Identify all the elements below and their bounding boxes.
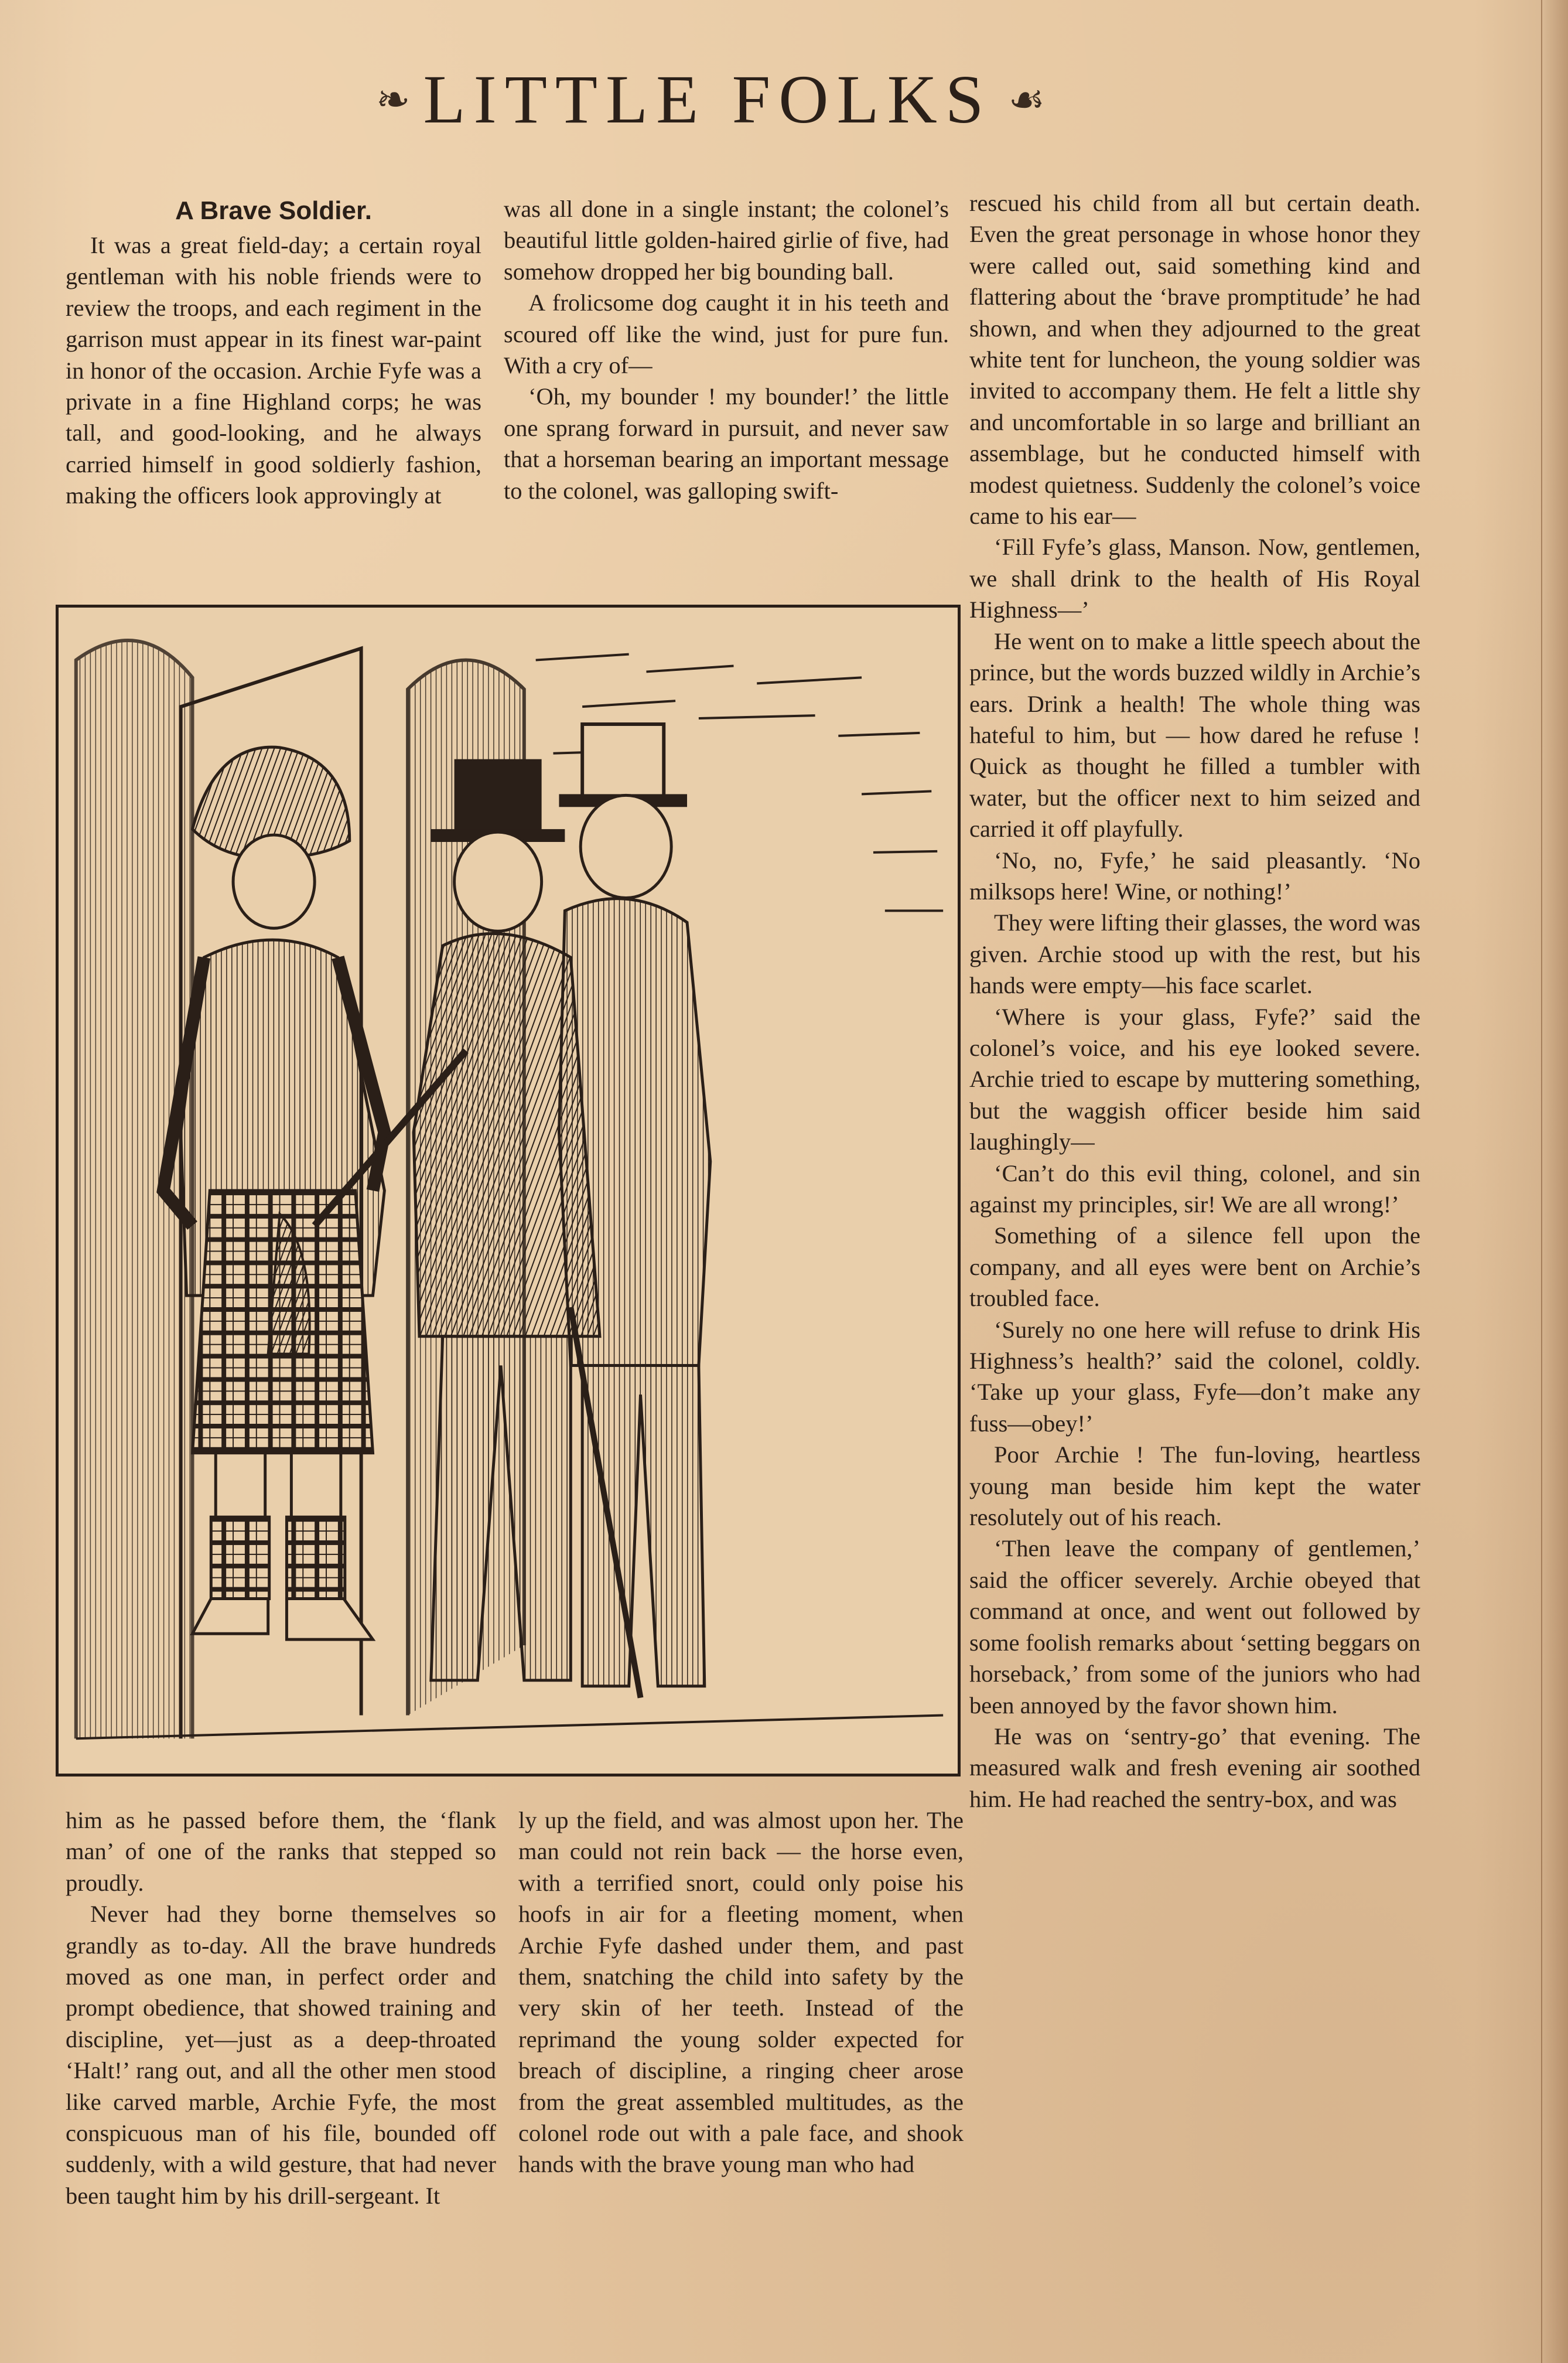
masthead: [281, 62, 1136, 138]
column-1-top: [66, 193, 481, 512]
paragraph: ‘Then leave the company of gentlemen,’ said the officer severely. Archie obeyed that command at once, and went out followed by some foolish remarks about ‘setting beggars on horseback,’ from some of the juniors who had been annoyed by the favor shown him.: [969, 1535, 1420, 1718]
paragraph: ‘Fill Fyfe’s glass, Manson. Now, gentlemen, we shall drink to the health of His Royal Highness—’: [969, 534, 1420, 623]
paragraph: Never had they borne themselves so grandly as to-day. All the brave hundreds moved as one man, in perfect order and prompt obedience, that showed training and discipline, yet—just as a deep-throated ‘Halt!’ rang out, and all the other men stood like carved marble, Archie Fyfe, the most conspicuous man of his file, bounded off suddenly, with a wild gesture, that had never been taught him by his drill-sergeant. It: [66, 1901, 496, 2209]
column-3: [969, 187, 1420, 1815]
paragraph: It was a great field-day; a certain royal gentleman with his noble friends were to review the troops, and each regiment in the garrison must appear in its finest war-paint in honor of the occasion. Archie Fyfe was a private in a fine Highland corps; he was tall, and good-looking, and he always carried himself in good soldierly fashion, making the officers look approvingly at: [66, 232, 481, 509]
page-edge: [1541, 0, 1568, 2363]
paragraph: He went on to make a little speech about the prince, but the words buzzed wildly in Archie’s ears. Drink a health! The whole thing was hateful to him, but — how dared he refuse ! Quick as thought he filled a tumbler with water, but the officer next to him seized and carried it off playfully.: [969, 628, 1420, 843]
paragraph: ‘Surely no one here will refuse to drink His Highness’s health?’ said the colonel, coldly. ‘Take up your glass, Fyfe—don’t make any fuss—obey!’: [969, 1316, 1420, 1437]
paragraph: They were lifting their glasses, the word was given. Archie stood up with the rest, but his hands were empty—his face scarlet.: [969, 909, 1420, 999]
paragraph: Poor Archie ! The fun-loving, heartless young man beside him kept the water resolutely out of his reach.: [969, 1441, 1420, 1531]
column-2-bottom: [518, 1805, 964, 2180]
engraving-illustration: [56, 605, 961, 1776]
paragraph: was all done in a single instant; the colonel’s beautiful little golden-haired girlie of five, had somehow dropped her big bounding ball.: [504, 196, 949, 285]
column-2-top: [504, 193, 949, 506]
story-title: A Brave Soldier.: [175, 196, 372, 225]
paragraph: ly up the field, and was almost upon her. The man could not rein back — the horse even, with a terrified snort, could only poise his hoofs in air for a fleeting moment, when Archie Fyfe dashed under them, and past them, snatching the child into safety by the very skin of her teeth. Instead of the reprimand the young solder expected for breach of discipline, a ringing cheer arose from the great assembled multitudes, as the colonel rode out with a pale face, and shook hands with the brave young man who had: [518, 1807, 964, 2178]
paragraph: ‘No, no, Fyfe,’ he said pleasantly. ‘No milksops here! Wine, or nothing!’: [969, 847, 1420, 905]
right-ornament-icon: ☙: [1008, 76, 1042, 124]
left-ornament-icon: ❧: [375, 76, 407, 124]
paragraph: ‘Where is your glass, Fyfe?’ said the colonel’s voice, and his eye looked severe. Archie tried to escape by muttering something, but the waggish officer beside him said laughingly—: [969, 1003, 1420, 1155]
column-1-bottom: [66, 1805, 496, 2211]
paragraph: him as he passed before them, the ‘flank man’ of one of the ranks that stepped so proudly.: [66, 1807, 496, 1896]
paragraph: ‘Oh, my bounder ! my bounder!’ the little one sprang forward in pursuit, and never saw that a horseman bearing an important message to the colonel, was galloping swift-: [504, 383, 949, 504]
paragraph: rescued his child from all but certain death. Even the great personage in whose honor they were called out, said something kind and flattering about the ‘brave promptitude’ he had shown, and when they adjourned to the great white tent for luncheon, the young soldier was invited to accompany them. He felt a little shy and uncomfortable in so large and brilliant an assemblage, but he conducted himself with modest quietness. Suddenly the colonel’s voice came to his ear—: [969, 190, 1420, 530]
paragraph: Something of a silence fell upon the company, and all eyes were bent on Archie’s troubled face.: [969, 1222, 1420, 1312]
page-title: LITTLE FOLKS: [423, 61, 992, 138]
paragraph: A frolicsome dog caught it in his teeth and scoured off like the wind, just for pure fun. With a cry of—: [504, 289, 949, 379]
paragraph: ‘Can’t do this evil thing, colonel, and sin against my principles, sir! We are all wrong!’: [969, 1160, 1420, 1218]
paragraph: He was on ‘sentry-go’ that evening. The measured walk and fresh evening air soothed him. He had reached the sentry-box, and was: [969, 1723, 1420, 1812]
